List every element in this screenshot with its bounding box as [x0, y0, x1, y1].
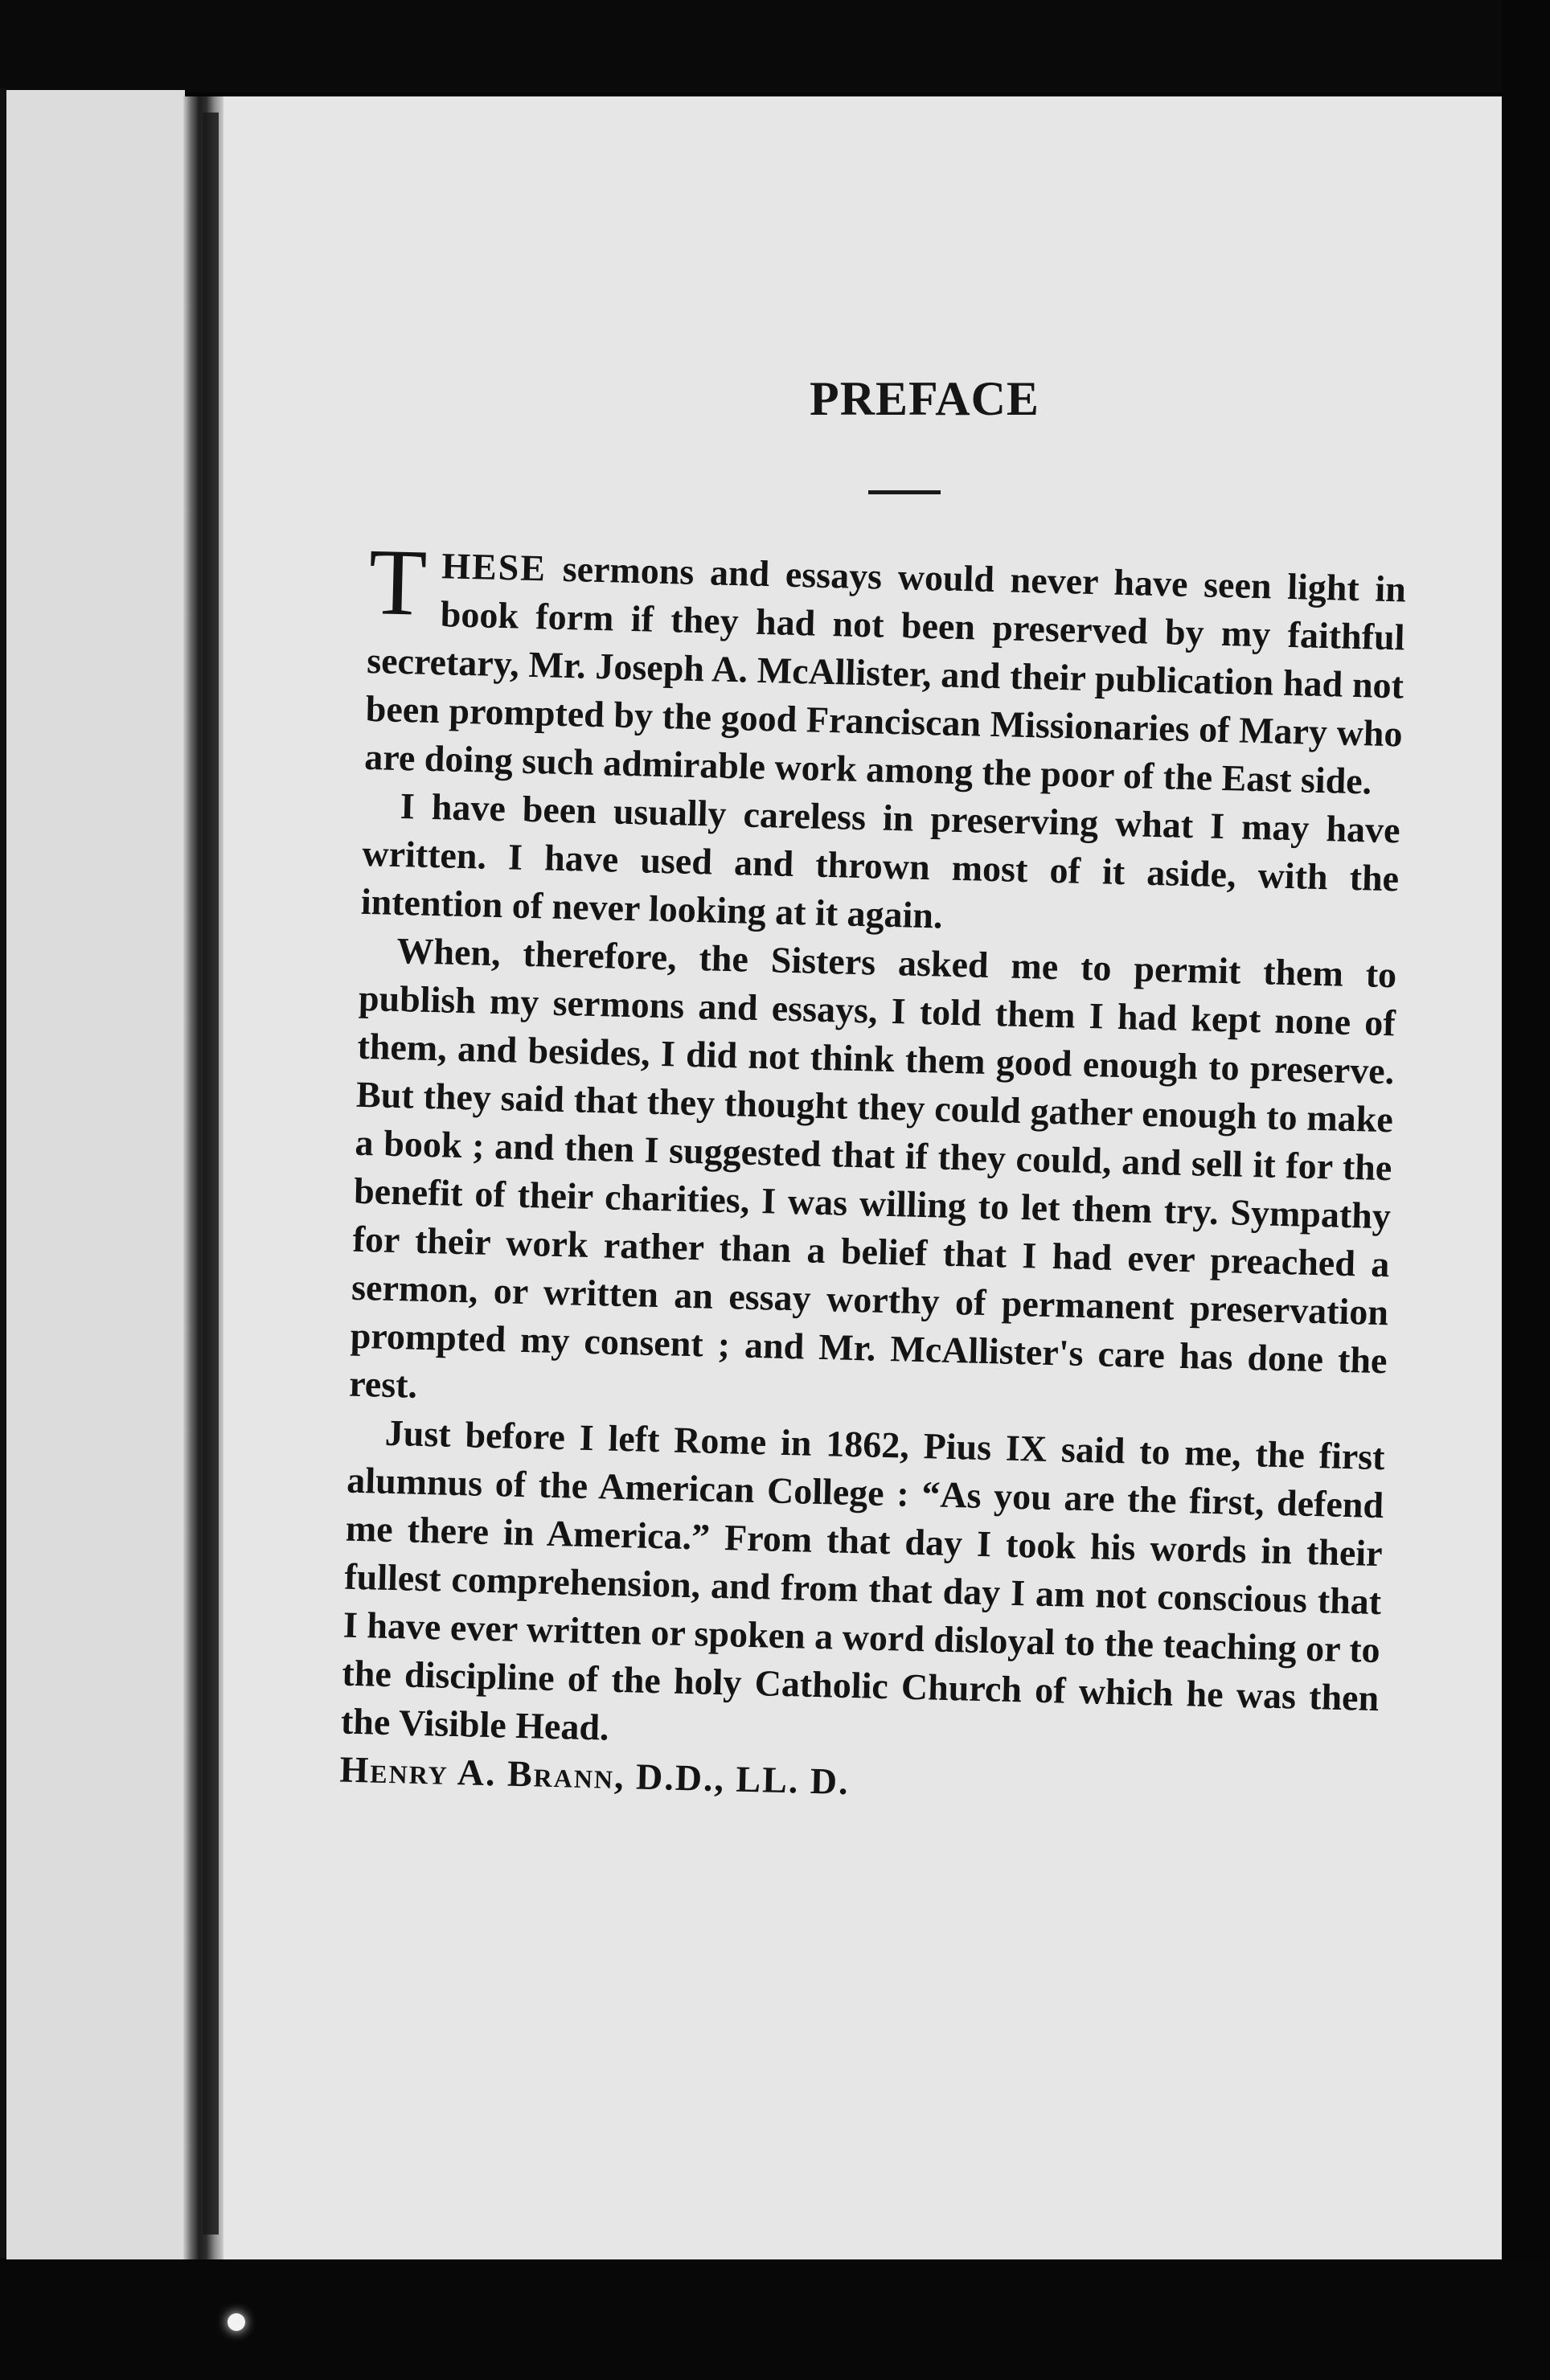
- paragraph-2: I have been usually careless in preserving what I may have written. I have used and thrown most of it aside, with the intention of never looking at it again.: [360, 785, 1401, 936]
- paragraph-1: [363, 529, 1407, 806]
- paragraph-3: When, therefore, the Sisters asked me to permit them to publish my sermons and essays, I told them I had kept none of them, and besides, I did not think them good enough to preserve. But they said that they thought they could gather enough to make a book ; and then I suggested that if they could, and sell it for the benefit of their charities, I was willing to let them try. Sympathy for their work rather than a belief that I had ever preached a sermon, or written an essay worthy of permanent preservation prompted my consent ; and Mr. McAllister's care has done the rest.: [348, 929, 1397, 1406]
- scan-frame-top: [0, 0, 1550, 92]
- paragraph-1-text: sermons and essays would never have seen light in book form if they had not been preserved by my faithful secretary, Mr. Joseph A. McAllister, and their publication had not been prompted by the good Franciscan Missionaries of Mary who are doing such admirable work among the poor of the East side.: [363, 547, 1407, 802]
- preface-body: [339, 529, 1407, 1819]
- facing-page-edge: [6, 90, 185, 2268]
- first-word-rest: HESE: [441, 545, 547, 589]
- gutter-shadow: [203, 113, 219, 2235]
- title-rule: [868, 490, 941, 494]
- scan-frame-left: [0, 88, 6, 2259]
- scan-speck: [228, 2313, 245, 2331]
- scan-frame-right: [1502, 0, 1550, 2380]
- page-title: PREFACE: [810, 372, 1039, 425]
- paragraph-4: Just before I left Rome in 1862, Pius IX said to me, the first alumnus of the American College : “As you are the first, defend me there in America.” From that day I took his words in their fullest comprehension, and from that day I am not conscious that I have ever written or spoken a word disloyal to the teaching or to the discipline of the holy Catholic Church of which he was then the Visible Head.: [340, 1411, 1386, 1748]
- drop-cap: T: [367, 529, 429, 636]
- author-signature: Henry A. Brann, D.D., LL. D.: [339, 1748, 851, 1803]
